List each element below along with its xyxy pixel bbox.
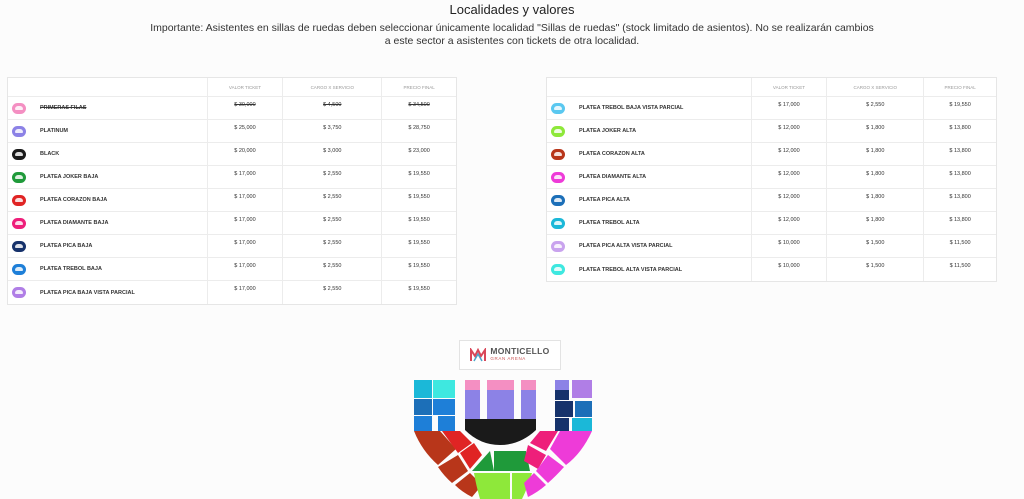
map-section[interactable] — [433, 399, 455, 415]
map-section[interactable] — [521, 390, 536, 419]
final-price: $ 13,800 — [949, 148, 971, 154]
map-section[interactable] — [414, 380, 432, 398]
table-row[interactable] — [547, 212, 996, 235]
table-row[interactable] — [547, 143, 996, 166]
locality-name: PLATEA PICA BAJA VISTA PARCIAL — [40, 289, 135, 296]
locality-cell — [547, 120, 752, 142]
map-section[interactable] — [555, 390, 569, 400]
map-section[interactable] — [521, 380, 536, 390]
final-price: $ 19,550 — [408, 217, 430, 223]
table-row[interactable] — [8, 97, 456, 120]
seat-icon — [12, 264, 26, 275]
seat-icon — [551, 195, 565, 206]
table-row[interactable] — [547, 97, 996, 120]
price-table-right — [546, 77, 997, 282]
map-section[interactable] — [555, 418, 569, 431]
ticket-value: $ 17,000 — [752, 97, 828, 119]
seat-icon — [551, 172, 565, 183]
table-row[interactable] — [8, 143, 456, 166]
final-price: $ 19,550 — [408, 171, 430, 177]
map-section[interactable] — [433, 380, 455, 398]
locality-cell — [547, 258, 752, 281]
wheelchair-notice — [140, 22, 884, 48]
notice-line-1: Importante: Asistentes en sillas de ruedas deben seleccionar únicamente localidad "Sillas de ruedas" (stock limitado de asientos). No se realizarán cambios — [150, 22, 874, 34]
map-section[interactable] — [438, 416, 455, 431]
final-price: $ 19,550 — [408, 240, 430, 246]
service-charge: $ 1,800 — [827, 120, 924, 142]
final-price: $ 19,550 — [408, 263, 430, 269]
map-section[interactable] — [414, 416, 432, 431]
seat-icon — [12, 218, 26, 229]
final-price: $ 28,750 — [408, 125, 430, 131]
locality-name: PLATEA TREBOL ALTA — [579, 220, 640, 226]
final-price: $ 34,500 — [408, 102, 430, 108]
final-price: $ 19,550 — [408, 286, 430, 292]
ticket-value: $ 25,000 — [208, 120, 284, 142]
map-section[interactable] — [487, 390, 514, 419]
service-charge: $ 3,750 — [283, 120, 382, 142]
locality-cell — [8, 281, 208, 304]
seat-icon — [551, 241, 565, 252]
service-charge: $ 2,550 — [283, 212, 382, 234]
ticket-value: $ 30,000 — [208, 97, 284, 119]
map-section[interactable] — [572, 380, 592, 398]
map-section[interactable] — [550, 431, 592, 465]
locality-name: PLATEA CORAZON ALTA — [579, 151, 645, 157]
ticket-value: $ 17,000 — [208, 189, 284, 211]
locality-name: PRIMERAS FILAS — [40, 105, 87, 111]
ticket-value: $ 20,000 — [208, 143, 284, 165]
locality-cell — [547, 189, 752, 211]
locality-cell — [8, 212, 208, 234]
ticket-value: $ 12,000 — [752, 189, 828, 211]
map-section[interactable] — [465, 390, 480, 419]
table-row[interactable] — [8, 212, 456, 235]
ticket-value: $ 10,000 — [752, 235, 828, 257]
seat-icon — [12, 103, 26, 114]
map-section[interactable] — [487, 380, 514, 390]
ticket-value: $ 17,000 — [208, 235, 284, 257]
service-charge: $ 2,550 — [283, 235, 382, 257]
seat-icon — [12, 195, 26, 206]
locality-name: PLATEA JOKER ALTA — [579, 128, 637, 134]
logo-main-text: MONTICELLO — [490, 346, 550, 356]
service-charge: $ 3,000 — [283, 143, 382, 165]
locality-name: PLATEA TREBOL ALTA VISTA PARCIAL — [579, 266, 683, 273]
locality-name: PLATINUM — [40, 128, 69, 134]
seat-icon — [12, 126, 26, 137]
ticket-value: $ 12,000 — [752, 120, 828, 142]
final-price: $ 13,800 — [949, 171, 971, 177]
locality-name: PLATEA DIAMANTE BAJA — [40, 220, 109, 226]
service-charge: $ 1,500 — [827, 258, 924, 281]
locality-cell — [8, 143, 208, 165]
header-service-charge: CARGO X SERVICIO — [283, 78, 382, 96]
service-charge: $ 2,550 — [283, 166, 382, 188]
locality-cell — [547, 97, 752, 119]
locality-name: PLATEA PICA ALTA VISTA PARCIAL — [579, 243, 673, 249]
map-section[interactable] — [555, 401, 573, 417]
price-table-left — [7, 77, 457, 305]
seat-icon — [551, 149, 565, 160]
locality-name: PLATEA TREBOL BAJA — [40, 266, 102, 272]
ticket-value: $ 17,000 — [208, 166, 284, 188]
table-row[interactable] — [547, 189, 996, 212]
locality-cell — [547, 235, 752, 257]
service-charge: $ 1,800 — [827, 143, 924, 165]
map-section[interactable] — [575, 401, 592, 417]
ticket-value: $ 12,000 — [752, 212, 828, 234]
final-price: $ 11,500 — [949, 263, 971, 269]
table-row[interactable] — [8, 120, 456, 143]
table-row[interactable] — [8, 258, 456, 281]
locality-cell — [8, 97, 208, 119]
locality-cell — [547, 143, 752, 165]
final-price: $ 13,800 — [949, 217, 971, 223]
final-price: $ 23,000 — [408, 148, 430, 154]
locality-cell — [8, 120, 208, 142]
table-header — [8, 78, 456, 97]
locality-name: PLATEA TREBOL BAJA VISTA PARCIAL — [579, 105, 684, 111]
header-final-price: PRECIO FINAL — [944, 84, 976, 90]
final-price: $ 19,550 — [408, 194, 430, 200]
service-charge: $ 2,550 — [283, 281, 382, 304]
service-charge: $ 2,550 — [283, 258, 382, 280]
locality-cell — [547, 166, 752, 188]
table-row[interactable] — [547, 258, 996, 281]
page-title: Localidades y valores — [449, 2, 575, 17]
final-price: $ 13,800 — [949, 194, 971, 200]
ticket-value: $ 12,000 — [752, 166, 828, 188]
table-row[interactable] — [8, 166, 456, 189]
seat-icon — [12, 149, 26, 160]
seat-icon — [551, 218, 565, 229]
locality-cell — [8, 235, 208, 257]
locality-cell — [547, 212, 752, 234]
map-section[interactable] — [494, 451, 508, 471]
notice-line-2: a este sector a asistentes con tickets de otra localidad. — [384, 35, 640, 47]
locality-cell — [8, 258, 208, 280]
ticket-value: $ 17,000 — [208, 258, 284, 280]
locality-name: PLATEA PICA ALTA — [579, 197, 631, 203]
locality-name: PLATEA DIAMANTE ALTA — [579, 174, 647, 180]
logo-sub-text: GRAN ARENA — [490, 356, 526, 361]
locality-cell — [8, 189, 208, 211]
final-price: $ 19,550 — [949, 102, 971, 108]
service-charge: $ 1,800 — [827, 166, 924, 188]
final-price: $ 11,500 — [949, 240, 971, 246]
table-row[interactable] — [547, 120, 996, 143]
venue-seating-map — [400, 375, 600, 499]
seat-icon — [551, 103, 565, 114]
table-header — [547, 78, 996, 97]
seat-icon — [551, 126, 565, 137]
header-ticket-value: VALOR TICKET — [752, 78, 828, 96]
locality-name: PLATEA JOKER BAJA — [40, 174, 99, 180]
service-charge: $ 1,500 — [827, 235, 924, 257]
ticket-value: $ 10,000 — [752, 258, 828, 281]
ticket-value: $ 12,000 — [752, 143, 828, 165]
ticket-value: $ 17,000 — [208, 281, 284, 304]
seat-icon — [551, 264, 565, 275]
map-section[interactable] — [555, 380, 569, 390]
monticello-logo-icon — [470, 348, 486, 362]
table-row[interactable] — [8, 235, 456, 258]
ticket-value: $ 17,000 — [208, 212, 284, 234]
venue-logo — [459, 340, 561, 370]
service-charge: $ 1,800 — [827, 212, 924, 234]
map-section[interactable] — [494, 473, 510, 499]
table-row[interactable] — [547, 235, 996, 258]
service-charge: $ 1,800 — [827, 189, 924, 211]
locality-name: PLATEA PICA BAJA — [40, 243, 93, 249]
header-ticket-value: VALOR TICKET — [208, 78, 284, 96]
map-section[interactable] — [572, 418, 592, 431]
header-final-price: PRECIO FINAL — [403, 84, 435, 90]
map-section[interactable] — [474, 473, 494, 499]
seat-icon — [12, 241, 26, 252]
seat-icon — [12, 287, 26, 298]
service-charge: $ 4,500 — [283, 97, 382, 119]
map-section[interactable] — [414, 399, 432, 415]
service-charge: $ 2,550 — [827, 97, 924, 119]
table-row[interactable] — [8, 281, 456, 304]
header-service-charge: CARGO X SERVICIO — [827, 78, 924, 96]
locality-cell — [8, 166, 208, 188]
locality-name: PLATEA CORAZON BAJA — [40, 197, 108, 203]
table-row[interactable] — [547, 166, 996, 189]
service-charge: $ 2,550 — [283, 189, 382, 211]
map-section[interactable] — [465, 380, 480, 390]
final-price: $ 13,800 — [949, 125, 971, 131]
seat-icon — [12, 172, 26, 183]
table-row[interactable] — [8, 189, 456, 212]
map-section[interactable] — [465, 419, 536, 445]
locality-name: BLACK — [40, 151, 60, 157]
